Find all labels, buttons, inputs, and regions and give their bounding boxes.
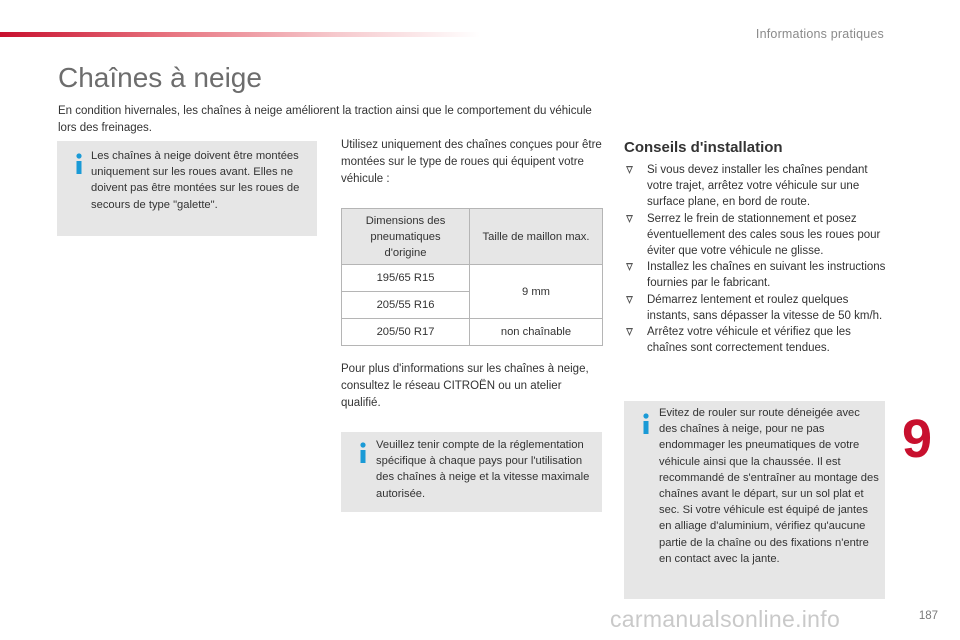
list-item-text: Installez les chaînes en suivant les instructions fournies par le fabricant.	[647, 261, 886, 290]
chapter-number: 9	[902, 409, 933, 469]
table-cell-dimension: 205/55 R16	[342, 292, 470, 319]
intro-paragraph: En condition hivernales, les chaînes à neige améliorent la traction ainsi que le comportement du véhicule lors des freinages.	[58, 105, 592, 134]
watermark: carmanualsonline.info	[610, 606, 841, 632]
info-box-regulations	[341, 432, 602, 512]
bullet-arrow-icon	[626, 263, 633, 271]
list-item-text: Serrez le frein de stationnement et posez éventuellement des cales sous les roues pour éviter que votre véhicule ne glisse.	[647, 212, 881, 258]
page-title: Chaînes à neige	[58, 62, 262, 93]
info-box-snow-free-roads	[624, 401, 885, 599]
bullet-arrow-icon	[626, 328, 633, 336]
table-row	[342, 265, 603, 292]
info-box-front-wheels	[57, 141, 317, 236]
info-icon	[357, 442, 369, 464]
installation-tips-list	[624, 162, 890, 356]
table-row	[342, 319, 603, 346]
page-number: 187	[918, 610, 938, 622]
chains-usage-paragraph: Utilisez uniquement des chaînes conçues pour être montées sur le type de roues qui équipent votre véhicule :	[341, 139, 602, 185]
installation-title: Conseils d'installation	[624, 139, 783, 156]
table-cell-dimension: 195/65 R15	[342, 265, 470, 292]
table-header-row	[342, 209, 603, 265]
bullet-arrow-icon	[626, 296, 633, 304]
list-item	[624, 162, 890, 211]
info-icon	[73, 153, 85, 175]
list-item-text: Démarrez lentement et roulez quelques instants, sans dépasser la vitesse de 50 km/h.	[647, 293, 883, 322]
list-item	[624, 211, 890, 260]
more-info-paragraph: Pour plus d'informations sur les chaînes à neige, consultez le réseau CITROËN ou un atelier qualifié.	[341, 363, 589, 409]
bullet-arrow-icon	[626, 215, 633, 223]
info-box-text: Evitez de rouler sur route déneigée avec des chaînes à neige, pour ne pas endommager les pneumatiques de votre véhicule ainsi que la chaussée. Il est recommandé de s'entraîner au montage des chaînes avant le départ, sur un sol plat et sec. Si votre véhicule est équipé de jantes en alliage d'aluminium, vérifiez qu'aucune partie de la chaîne ou des fixations n'entre en contact avec la jante.	[659, 407, 879, 565]
section-label: Informations pratiques	[755, 27, 884, 41]
list-item	[624, 259, 890, 291]
table-cell-dimension: 205/50 R17	[342, 319, 470, 346]
tire-size-table	[341, 208, 603, 346]
table-header-link-size: Taille de maillon max.	[470, 209, 603, 265]
table-cell-link-size: 9 mm	[470, 265, 603, 319]
table-header-dimensions: Dimensions des pneumatiques d'origine	[342, 209, 470, 265]
info-box-text: Veuillez tenir compte de la réglementation spécifique à chaque pays pour l'utilisation des chaînes à neige et la vitesse maximale autorisée.	[376, 439, 590, 500]
list-item-text: Si vous devez installer les chaînes pendant votre trajet, arrêtez votre véhicule sur une surface plane, en bord de route.	[647, 164, 868, 209]
table-cell-link-size: non chaînable	[470, 319, 603, 346]
list-item-text: Arrêtez votre véhicule et vérifiez que les chaînes sont correctement tendues.	[647, 326, 851, 355]
header-accent-bar	[0, 32, 480, 37]
bullet-arrow-icon	[626, 166, 633, 174]
info-box-text: Les chaînes à neige doivent être montées uniquement sur les roues avant. Elles ne doivent pas être montées sur les roues de secours de type "galette".	[91, 150, 300, 211]
list-item	[624, 292, 890, 324]
info-icon	[640, 413, 652, 435]
list-item	[624, 324, 890, 356]
